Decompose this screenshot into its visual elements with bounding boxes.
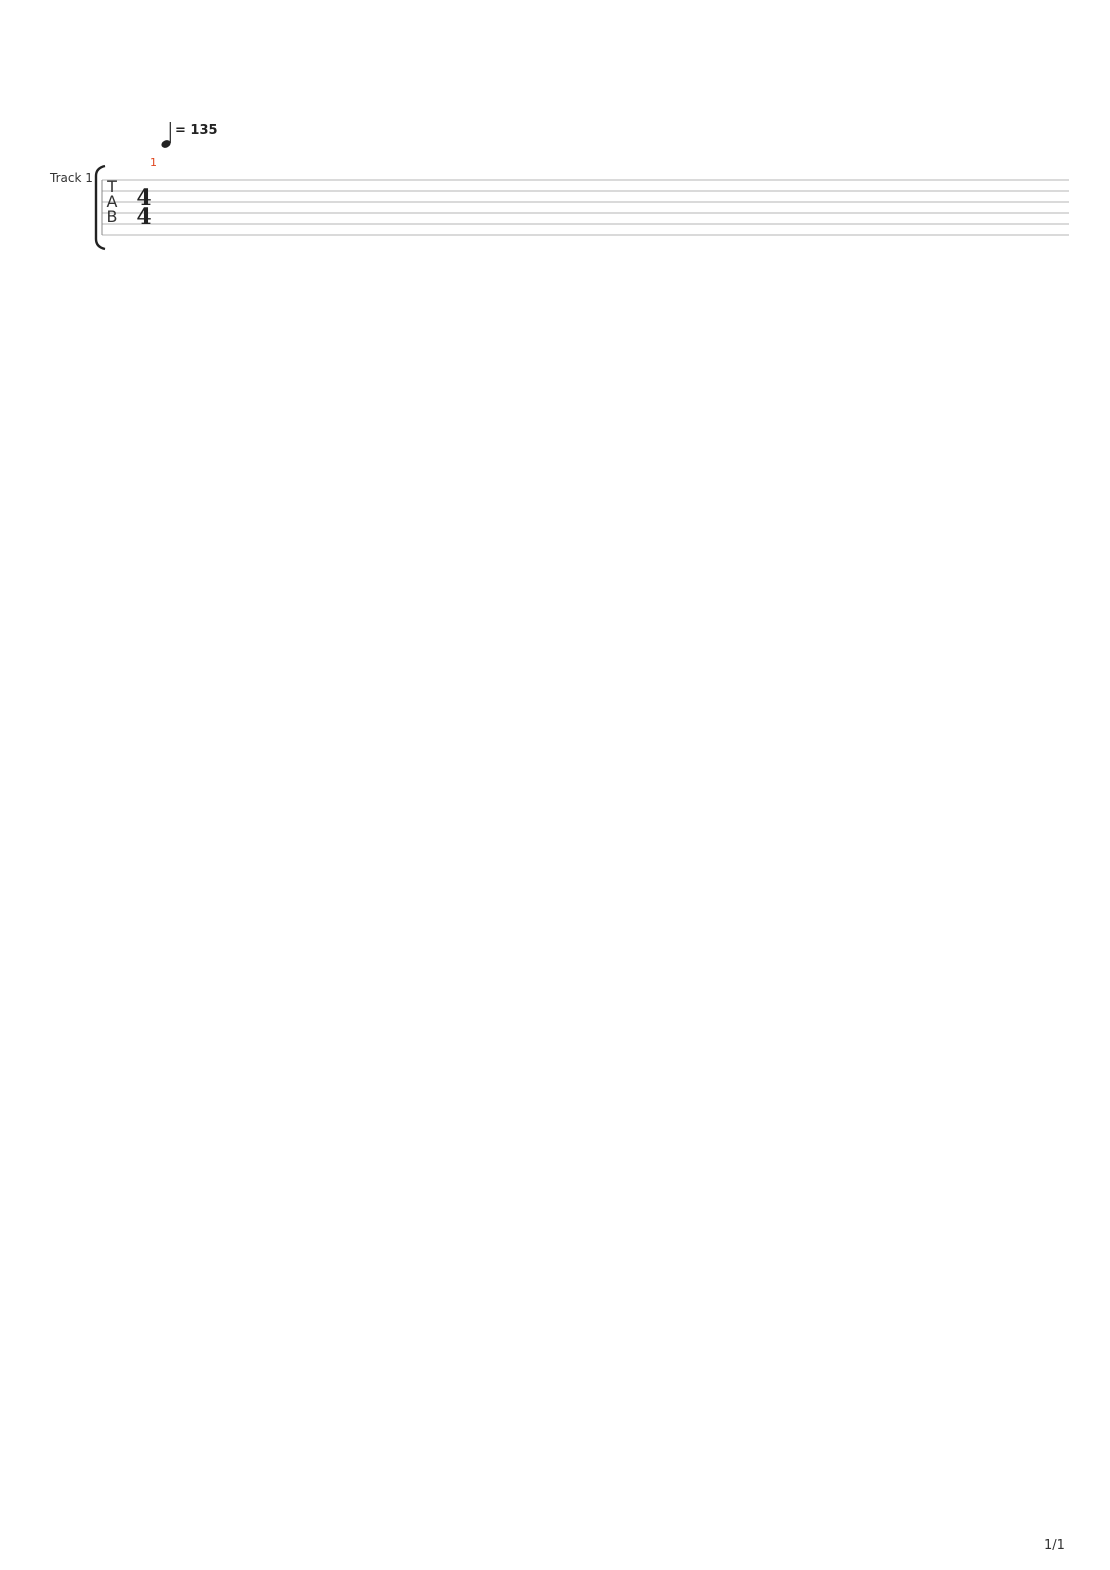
tempo-text: = 135 xyxy=(175,123,218,138)
tab-system xyxy=(96,156,1069,249)
tab-clef xyxy=(106,177,117,226)
tab-clef-letter: B xyxy=(106,207,118,226)
tab-clef-letter: T xyxy=(107,177,117,196)
measure-number: 1 xyxy=(150,156,157,169)
time-signature-denominator: 4 xyxy=(136,204,152,230)
time-signature xyxy=(136,185,151,230)
page-number: 1/1 xyxy=(1044,1538,1065,1553)
system-bracket xyxy=(96,166,105,249)
bracket-line xyxy=(96,166,105,249)
measure xyxy=(150,156,157,169)
time-signature-numerator: 4 xyxy=(136,185,152,211)
tab-clef-letter: A xyxy=(106,192,118,211)
tempo-marking xyxy=(160,122,217,149)
track-label: Track 1 xyxy=(50,171,93,185)
